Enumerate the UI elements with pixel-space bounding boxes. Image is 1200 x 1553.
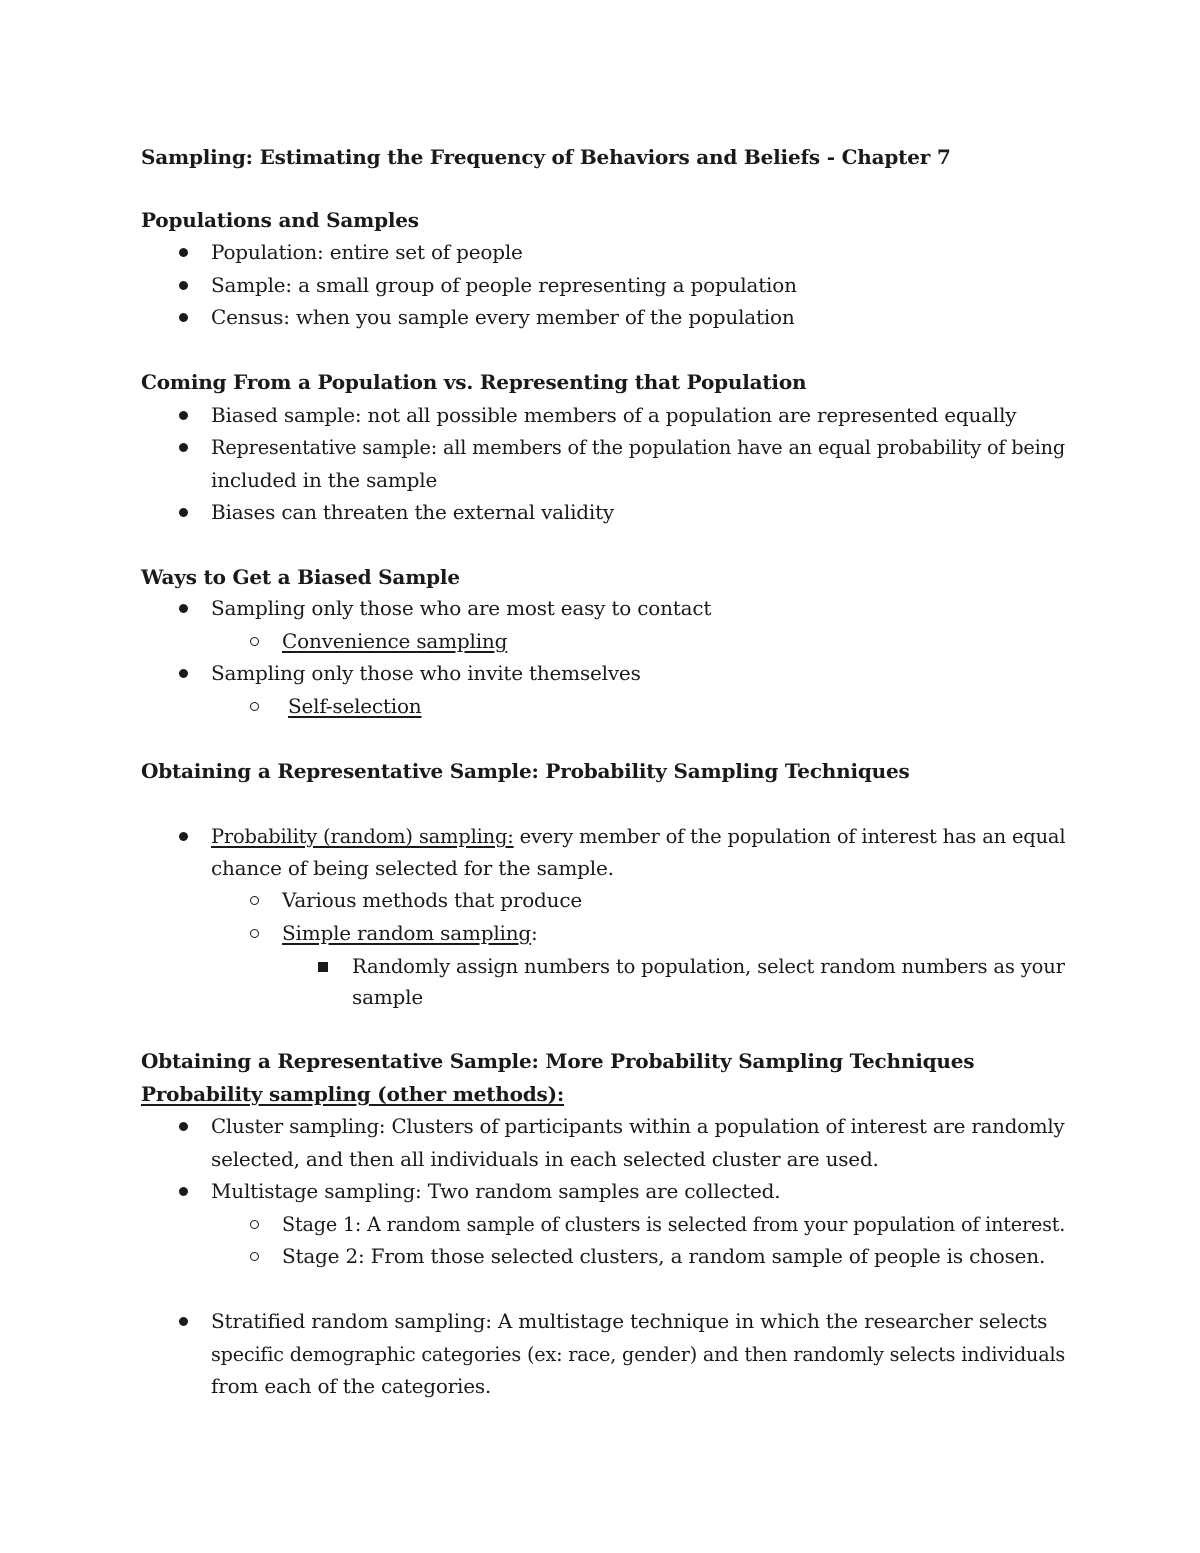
section-heading-coming-from: Coming From a Population vs. Representing that Population bbox=[141, 370, 807, 394]
bullet-disc bbox=[179, 313, 188, 322]
list-item: Population: entire set of people bbox=[211, 240, 523, 264]
bullet-circle bbox=[250, 702, 259, 711]
list-subitem: Stage 1: A random sample of clusters is selected from your population of interest. bbox=[282, 1212, 1066, 1236]
list-item: Sampling only those who are most easy to contact bbox=[211, 596, 712, 620]
term-probability-sampling: Probability (random) sampling: bbox=[211, 824, 514, 848]
list-item: Cluster sampling: Clusters of participants within a population of interest are randomly bbox=[211, 1114, 1065, 1138]
bullet-circle bbox=[250, 637, 259, 646]
list-subsubitem: Randomly assign numbers to population, select random numbers as your bbox=[352, 954, 1065, 978]
bullet-disc bbox=[179, 1317, 188, 1326]
list-subitem: Self-selection bbox=[288, 694, 422, 718]
list-item: Biased sample: not all possible members of a population are represented equally bbox=[211, 403, 1017, 427]
list-subitem: Convenience sampling bbox=[282, 629, 508, 653]
list-item: Multistage sampling: Two random samples are collected. bbox=[211, 1179, 781, 1203]
list-item: Census: when you sample every member of the population bbox=[211, 305, 795, 329]
list-subitem bbox=[282, 919, 538, 947]
colon-text: : bbox=[531, 921, 538, 945]
list-item-continuation: specific demographic categories (ex: race, gender) and then randomly selects individuals bbox=[211, 1342, 1066, 1366]
bullet-disc bbox=[179, 411, 188, 420]
list-item: Representative sample: all members of the population have an equal probability of being bbox=[211, 435, 1066, 459]
bullet-disc bbox=[179, 508, 188, 517]
section-heading-biased-sample: Ways to Get a Biased Sample bbox=[141, 565, 460, 589]
bullet-disc bbox=[179, 1122, 188, 1131]
section-heading-more-techniques: Obtaining a Representative Sample: More Probability Sampling Techniques bbox=[141, 1049, 975, 1073]
term-simple-random-sampling: Simple random sampling bbox=[282, 921, 532, 945]
bullet-disc bbox=[179, 832, 188, 841]
list-item-continuation: selected, and then all individuals in each selected cluster are used. bbox=[211, 1147, 879, 1171]
list-item-continuation: chance of being selected for the sample. bbox=[211, 856, 614, 880]
list-item: Stratified random sampling: A multistage technique in which the researcher selects bbox=[211, 1309, 1048, 1333]
definition-text: every member of the population of interest has an equal bbox=[513, 824, 1066, 848]
section-heading-probability-techniques: Obtaining a Representative Sample: Probability Sampling Techniques bbox=[141, 759, 910, 783]
bullet-circle bbox=[250, 929, 259, 938]
list-item: Sampling only those who invite themselves bbox=[211, 661, 641, 685]
section-subheading-other-methods: Probability sampling (other methods): bbox=[141, 1082, 565, 1106]
bullet-square bbox=[318, 962, 328, 972]
bullet-disc bbox=[179, 669, 188, 678]
section-heading-populations: Populations and Samples bbox=[141, 208, 419, 232]
bullet-disc bbox=[179, 604, 188, 613]
list-item: Sample: a small group of people representing a population bbox=[211, 273, 797, 297]
bullet-circle bbox=[250, 1220, 259, 1229]
bullet-disc bbox=[179, 443, 188, 452]
list-item bbox=[211, 822, 1065, 850]
bullet-disc bbox=[179, 281, 188, 290]
list-item: Biases can threaten the external validity bbox=[211, 500, 615, 524]
list-item-continuation: from each of the categories. bbox=[211, 1374, 492, 1398]
bullet-disc bbox=[179, 248, 188, 257]
bullet-disc bbox=[179, 1187, 188, 1196]
list-subitem: Various methods that produce bbox=[282, 888, 582, 912]
document-title: Sampling: Estimating the Frequency of Behaviors and Beliefs - Chapter 7 bbox=[141, 145, 951, 169]
bullet-circle bbox=[250, 896, 259, 905]
list-item-continuation: included in the sample bbox=[211, 468, 438, 492]
list-subitem: Stage 2: From those selected clusters, a random sample of people is chosen. bbox=[282, 1244, 1046, 1268]
list-subsubitem-continuation: sample bbox=[352, 985, 423, 1009]
bullet-circle bbox=[250, 1252, 259, 1261]
